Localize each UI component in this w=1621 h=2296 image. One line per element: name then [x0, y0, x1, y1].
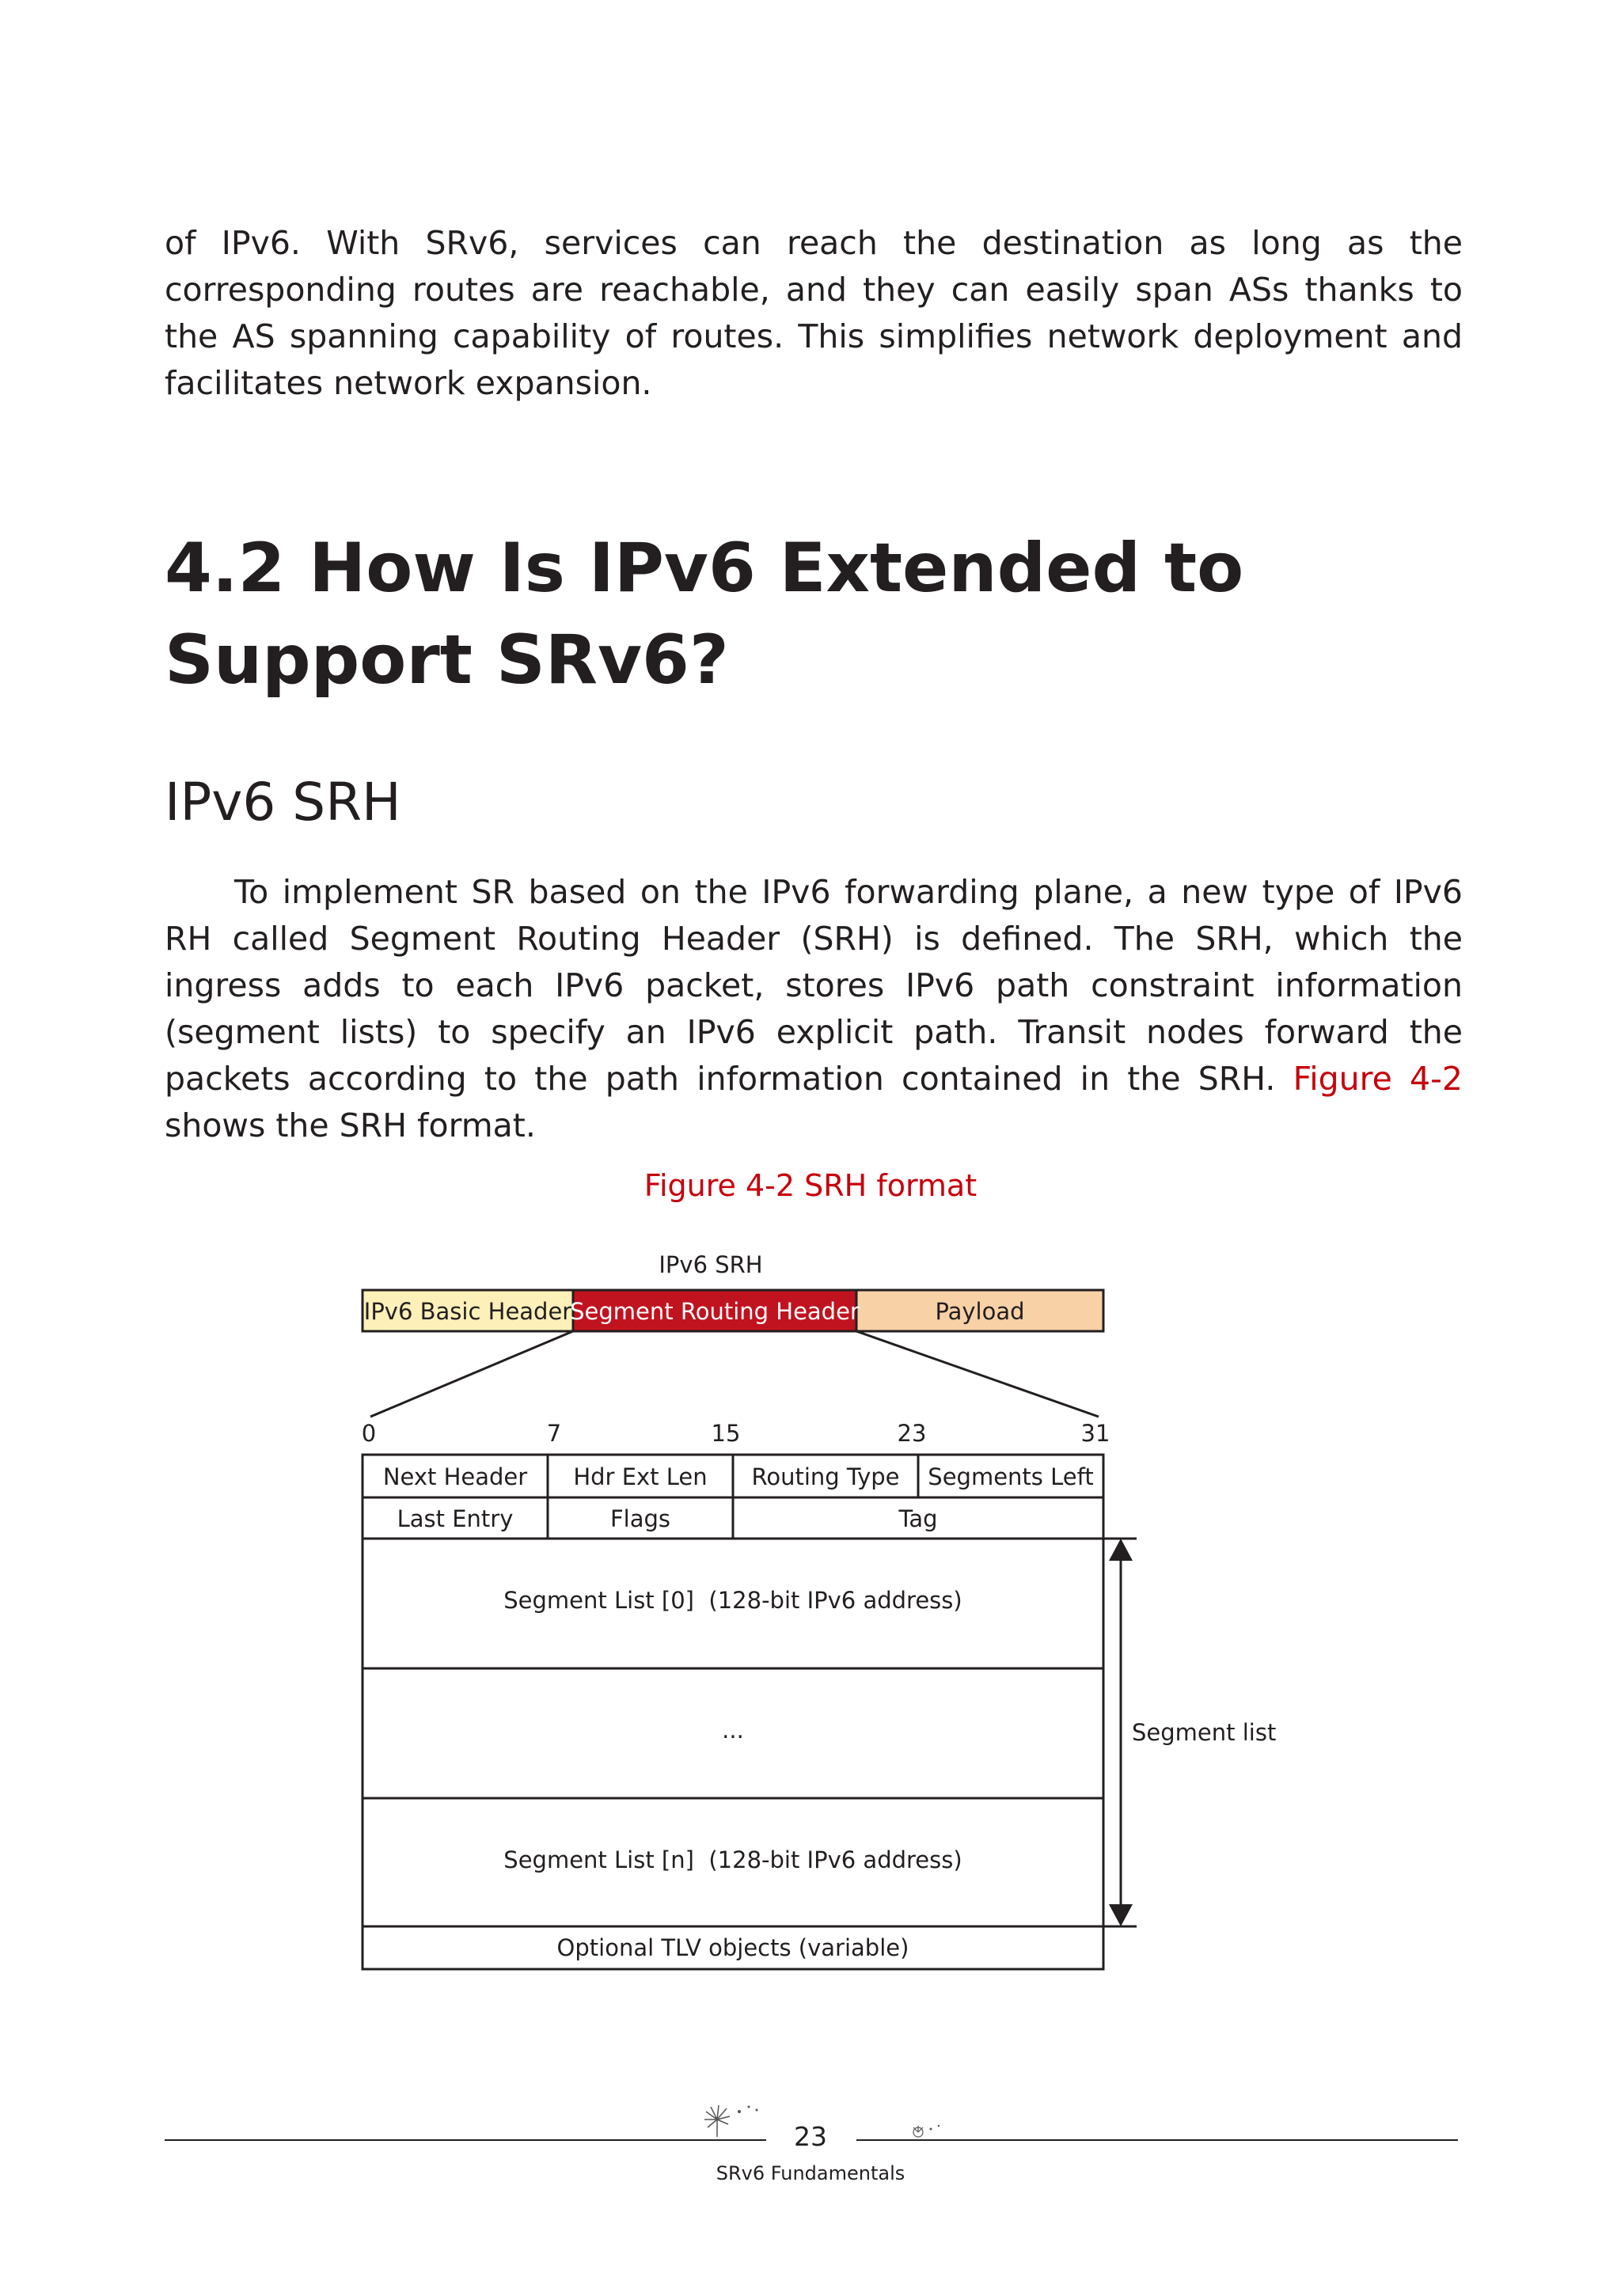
body-paragraph-1: of IPv6. With SRv6, services can reach the destination as long as the corresponding routes are reachable, and they can easily span ASs thanks to the AS spanning capability of routes. This simplifies network deployment and facilitates network expansion.: [165, 224, 1463, 402]
expansion-line-left: [370, 1331, 573, 1417]
tag-field: Tag: [898, 1505, 938, 1532]
figure-cross-reference-link[interactable]: Figure 4-2: [1293, 1060, 1463, 1098]
hdr-ext-len-field: Hdr Ext Len: [573, 1463, 708, 1490]
segment-routing-header-label: Segment Routing Header: [570, 1298, 860, 1325]
paragraph-2-text-end: shows the SRH format.: [165, 1106, 536, 1144]
bit-label-15: 15: [711, 1420, 741, 1447]
bit-label-7: 7: [546, 1420, 562, 1447]
segment-list-span-label: Segment list: [1132, 1719, 1277, 1746]
section-heading: 4.2 How Is IPv6 Extended to Support SRv6?: [165, 529, 1244, 700]
optional-tlv-field: Optional TLV objects (variable): [556, 1934, 909, 1961]
footer-book-title: SRv6 Fundamentals: [716, 2162, 905, 2184]
segment-list-n-field: Segment List [n] (128-bit IPv6 address): [503, 1846, 962, 1873]
paragraph-2-text: To implement SR based on the IPv6 forwarding plane, a new type of IPv6 RH called Segment Routing Header (SRH) is defined. The SRH, which the ingress adds to each IPv6 packet, stores IPv6 path constraint information (segment lists) to specify an IPv6 explicit path. Transit nodes forward the packets according to the path information contained in the SRH.: [165, 873, 1463, 1098]
bit-label-31: 31: [1080, 1420, 1110, 1447]
last-entry-field: Last Entry: [397, 1505, 514, 1532]
ipv6-basic-header-label: IPv6 Basic Header: [363, 1298, 572, 1325]
ipv6-srh-label: IPv6 SRH: [659, 1251, 763, 1278]
segment-list-ellipsis: ...: [722, 1717, 744, 1744]
routing-type-field: Routing Type: [751, 1463, 900, 1490]
payload-label: Payload: [935, 1298, 1025, 1325]
bit-label-0: 0: [361, 1420, 377, 1447]
segment-list-0-field: Segment List [0] (128-bit IPv6 address): [503, 1587, 962, 1614]
bit-label-23: 23: [897, 1420, 927, 1447]
subsection-heading: IPv6 SRH: [165, 772, 401, 833]
page-number: 23: [794, 2121, 827, 2152]
next-header-field: Next Header: [382, 1463, 528, 1490]
flags-field: Flags: [609, 1505, 671, 1532]
segments-left-field: Segments Left: [928, 1463, 1094, 1490]
figure-caption: Figure 4-2 SRH format: [643, 1168, 978, 1203]
segment-list-arrow-up: [1109, 1539, 1133, 1561]
segment-list-arrow-down: [1109, 1904, 1133, 1926]
expansion-line-right: [856, 1331, 1099, 1417]
